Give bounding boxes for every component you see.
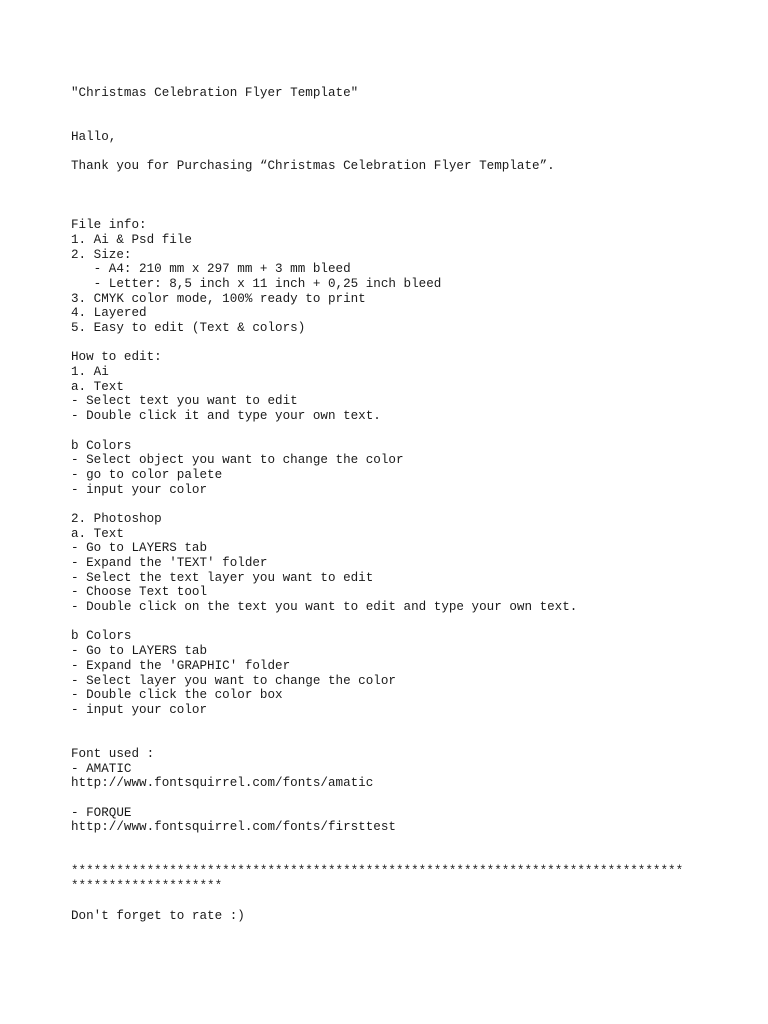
file-info-item: 4. Layered bbox=[71, 306, 147, 321]
blank-line bbox=[71, 894, 731, 909]
font-url: http://www.fontsquirrel.com/fonts/amatic bbox=[71, 776, 374, 791]
blank-line bbox=[71, 497, 731, 512]
photoshop-text-step: - Double click on the text you want to edit and type your own text. bbox=[71, 600, 578, 615]
separator-line: ********************************************************************************* bbox=[71, 864, 684, 879]
blank-line bbox=[71, 101, 731, 116]
blank-line bbox=[71, 204, 731, 219]
file-info-item: 3. CMYK color mode, 100% ready to print bbox=[71, 291, 366, 306]
photoshop-colors-step: - Double click the color box bbox=[71, 688, 283, 703]
ai-colors-heading: b Colors bbox=[71, 438, 132, 453]
document-page bbox=[71, 86, 731, 923]
how-to-edit-heading: How to edit: bbox=[71, 350, 162, 365]
file-info-section bbox=[71, 218, 731, 336]
ai-heading: 1. Ai bbox=[71, 365, 109, 380]
photoshop-colors-step: - Select layer you want to change the color bbox=[71, 673, 396, 688]
how-to-edit-section bbox=[71, 350, 731, 717]
photoshop-text-step: - Expand the 'TEXT' folder bbox=[71, 556, 268, 570]
fonts-section bbox=[71, 747, 731, 835]
photoshop-colors-step: - input your color bbox=[71, 702, 208, 717]
photoshop-colors-step: - Expand the 'GRAPHIC' folder bbox=[71, 658, 291, 673]
blank-line bbox=[71, 189, 731, 204]
ai-text-heading: a. Text bbox=[71, 379, 124, 394]
file-info-item: 1. Ai & Psd file bbox=[71, 232, 192, 247]
thanks-line: Thank you for Purchasing “Christmas Celebration Flyer Template”. bbox=[71, 159, 555, 174]
photoshop-heading: 2. Photoshop bbox=[71, 511, 162, 526]
photoshop-colors-step: - Go to LAYERS tab bbox=[71, 644, 208, 659]
photoshop-colors-heading: b Colors bbox=[71, 629, 132, 644]
font-name: - FORQUE bbox=[71, 805, 132, 820]
file-info-item: - A4: 210 mm x 297 mm + 3 mm bleed bbox=[71, 262, 351, 277]
blank-line bbox=[71, 336, 731, 351]
blank-line bbox=[71, 732, 731, 747]
ai-text-step: - Double click it and type your own text. bbox=[71, 409, 381, 424]
closing-line: Don't forget to rate :) bbox=[71, 908, 245, 923]
blank-line bbox=[71, 850, 731, 865]
ai-text-step: - Select text you want to edit bbox=[71, 394, 298, 409]
blank-line bbox=[71, 115, 731, 130]
blank-line bbox=[71, 424, 731, 439]
blank-line bbox=[71, 718, 731, 733]
photoshop-text-step: - Go to LAYERS tab bbox=[71, 541, 208, 556]
blank-line bbox=[71, 145, 731, 160]
blank-line bbox=[71, 791, 731, 806]
blank-line bbox=[71, 615, 731, 630]
file-info-heading: File info: bbox=[71, 218, 147, 233]
font-url: http://www.fontsquirrel.com/fonts/firsttest bbox=[71, 820, 396, 835]
fonts-heading: Font used : bbox=[71, 746, 155, 761]
file-info-item: - Letter: 8,5 inch x 11 inch + 0,25 inch bleed bbox=[71, 276, 442, 291]
blank-line bbox=[71, 174, 731, 189]
greeting: Hallo, bbox=[71, 130, 117, 145]
ai-colors-step: - input your color bbox=[71, 482, 208, 497]
font-name: - AMATIC bbox=[71, 761, 132, 776]
photoshop-text-heading: a. Text bbox=[71, 526, 124, 541]
ai-colors-step: - go to color palete bbox=[71, 467, 223, 482]
photoshop-text-step: - Choose Text tool bbox=[71, 585, 208, 600]
document-title: "Christmas Celebration Flyer Template" bbox=[71, 86, 359, 100]
ai-colors-step: - Select object you want to change the color bbox=[71, 453, 404, 468]
file-info-item: 5. Easy to edit (Text & colors) bbox=[71, 321, 306, 335]
separator-line: ******************** bbox=[71, 879, 223, 894]
file-info-item: 2. Size: bbox=[71, 247, 132, 262]
blank-line bbox=[71, 835, 731, 850]
photoshop-text-step: - Select the text layer you want to edit bbox=[71, 570, 374, 585]
